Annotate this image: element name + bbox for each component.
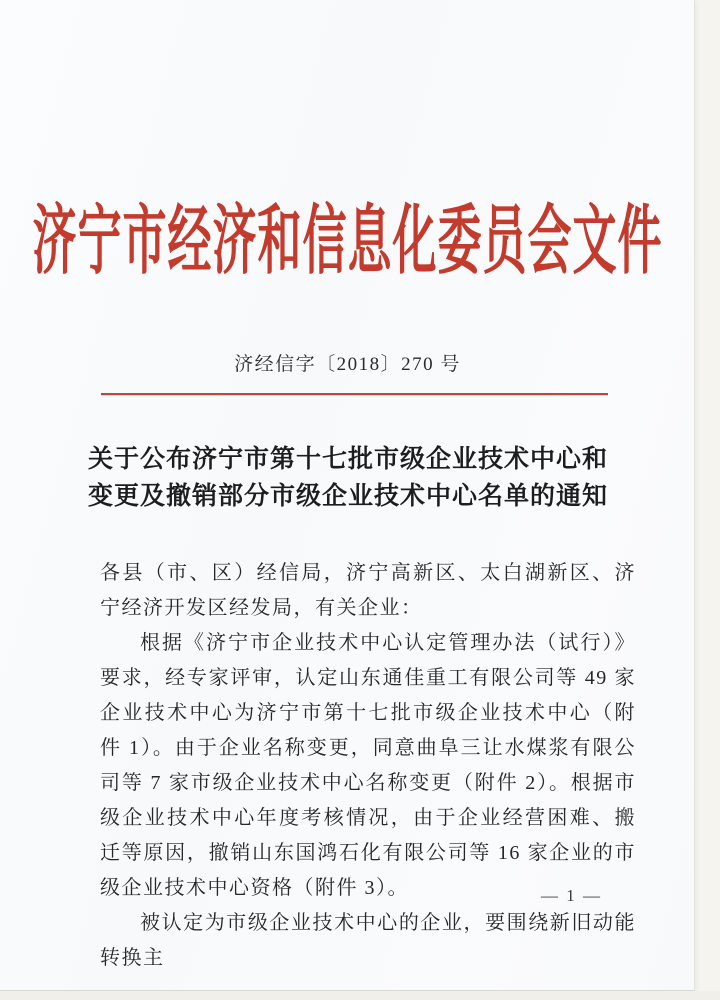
letterhead [0,186,695,282]
body-paragraph-2: 被认定为市级企业技术中心的企业，要围绕新旧动能转换主 [100,912,636,969]
document-reference-number: 济经信字〔2018〕270 号 [234,354,461,375]
notice-title [48,441,648,515]
letterhead-title: 济宁市经济和信息化委员会文件 [32,199,663,284]
red-divider-rule [101,393,608,395]
page-number: — 1 — [541,886,602,905]
body-paragraph-1: 根据《济宁市企业技术中心认定管理办法（试行）》要求，经专家评审，认定山东通佳重工有限公司等 49 家企业技术中心为济宁市第十七批市级企业技术中心（附件 1）。由于企业名称变更，同意曲阜三让水煤浆有限公司等 7 家市级企业技术中心名称变更（附件 2）。根据市级企业技术中心年度考核情况，由于企业经营困难、搬迁等原因，撤销山东国鸿石化有限公司等 16 家企业的市级企业技术中心资格（附件 3）。 [100,632,636,899]
salutation-paragraph: 各县（市、区）经信局，济宁高新区、太白湖新区、济宁经济开发区经发局，有关企业： [100,562,636,619]
scan-edge-band [0,991,720,1000]
notice-title-line2: 变更及撤销部分市级企业技术中心名单的通知 [87,483,608,510]
notice-title-line1: 关于公布济宁市第十七批市级企业技术中心和 [87,446,608,473]
document-body [100,556,636,976]
